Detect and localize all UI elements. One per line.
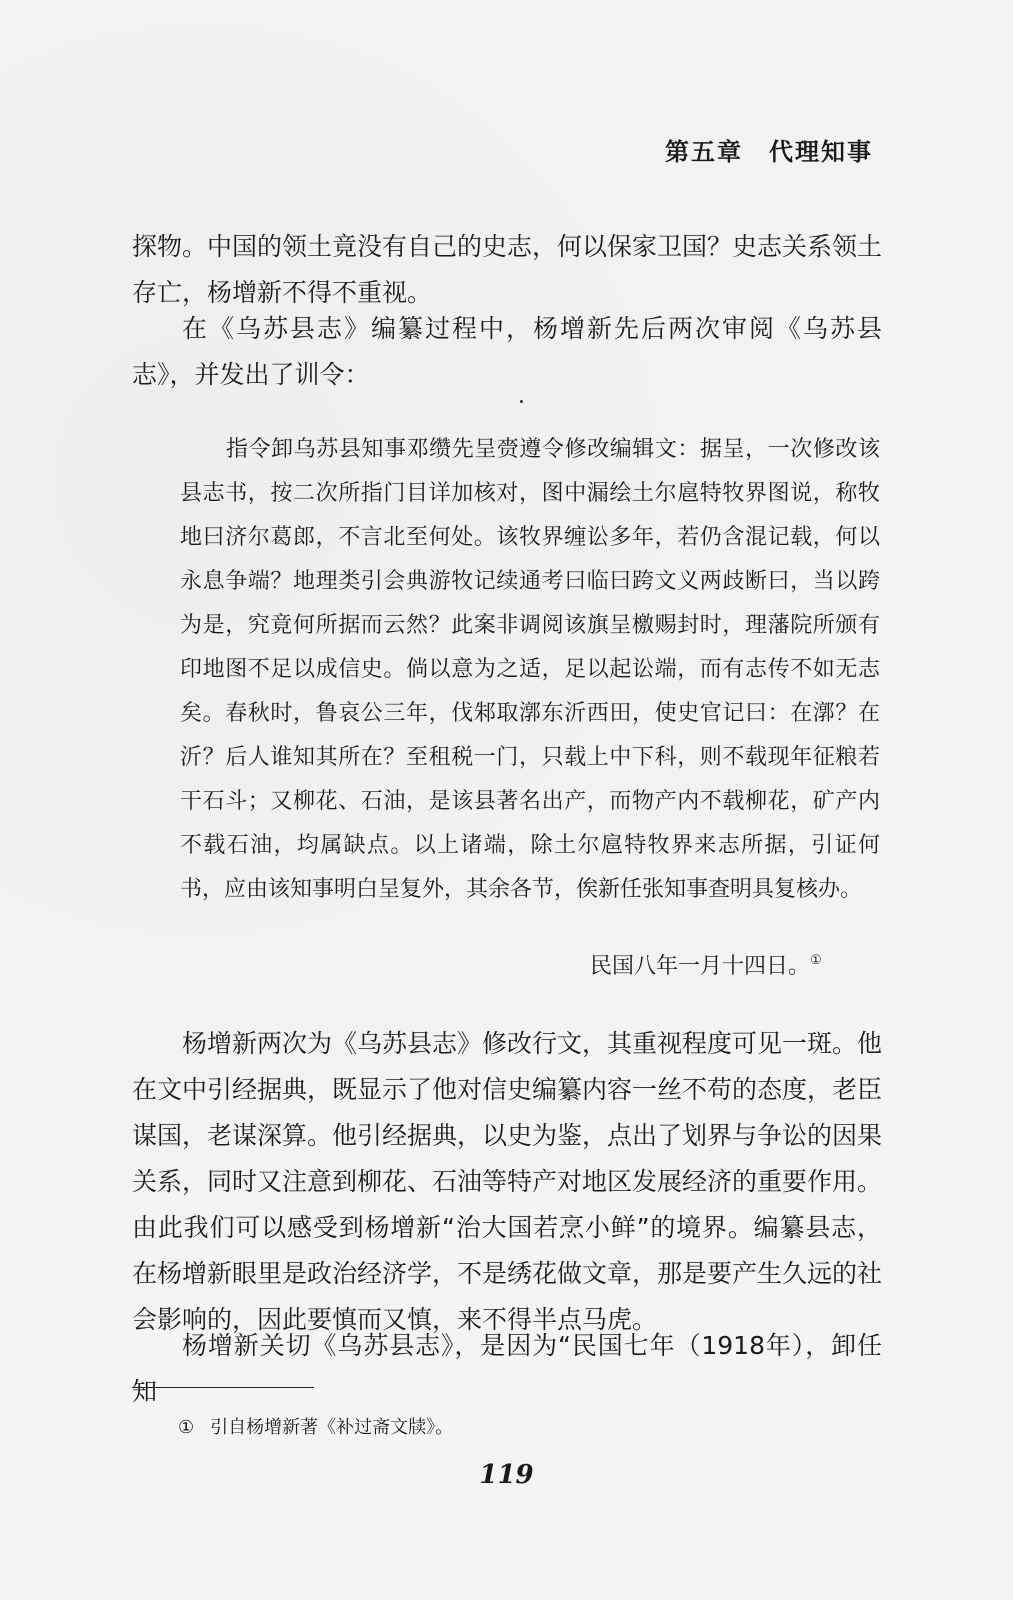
running-header [665,132,873,167]
quote-date-text: 民国八年一月十四日。 [590,954,811,979]
paragraph-analysis: 杨增新两次为《乌苏县志》修改行文，其重视程度可见一斑。他在文中引经据典，既显示了他对信史编纂内容一丝不苟的态度，老臣谋国，老谋深算。他引经据典，以史为鉴，点出了划界与争讼的因果关系，同时又注意到柳花、石油等特产对地区发展经济的重要作用。由此我们可以感受到杨增新“治大国若烹小鲜”的境界。编纂县志，在杨增新眼里是政治经济学，不是绣花做文章，那是要产生久远的社会影响的，因此要慎而又慎，来不得半点马虎。 [132,1029,883,1334]
chapter-number: 第五章 [665,137,743,166]
block-quote: 指令卸乌苏县知事邓缵先呈赍遵令修改编辑文：据呈，一次修改该县志书，按二次所指门目详加核对，图中漏绘土尔扈特牧界图说，称牧地曰济尔葛郎，不言北至何处。该牧界缠讼多年，若仍含混记载，何以永息争端？地理类引会典游牧记续通考曰临曰跨文义两歧断曰，当以跨为是，究竟何所据而云然？此案非调阅该旗呈檄赐封时，理藩院所颁有印地图不足以成信史。倘以意为之适，足以起讼端，而有志传不如无志矣。春秋时，鲁哀公三年，伐邾取漷东沂西田，使史官记曰：在漷？在沂？后人谁知其所在？至租税一门，只载上中下科，则不载现年征粮若干石斗；又柳花、石油，是该县著名出产，而物产内不载柳花，矿产内不载石油，均属缺点。以上诸端，除土尔扈特牧界来志所据，引证何书，应由该知事明白呈复外，其余各节，俟新任张知事查明具复核办。 [180,437,880,902]
paragraph-continuing: 杨增新关切《乌苏县志》，是因为“民国七年（1918年），卸任知 [132,1331,882,1406]
chapter-title: 代理知事 [769,137,873,166]
footnote-reference[interactable]: ① [810,953,822,968]
scan-speck [520,400,523,403]
footnote [178,1413,453,1439]
paragraph-continuation: 探物。中国的领土竟没有自己的史志，何以保家卫国？史志关系领土存亡，杨增新不得不重视。 [132,232,883,307]
paragraph-intro-quote: 在《乌苏县志》编纂过程中，杨增新先后两次审阅《乌苏县志》，并发出了训令： [132,314,882,389]
footnote-text: 引自杨增新著《补过斋文牍》。 [210,1417,454,1438]
page-number: 119 [479,1460,534,1490]
footnote-divider [132,1387,314,1388]
quote-date [590,946,822,982]
footnote-mark: ① [178,1417,195,1438]
